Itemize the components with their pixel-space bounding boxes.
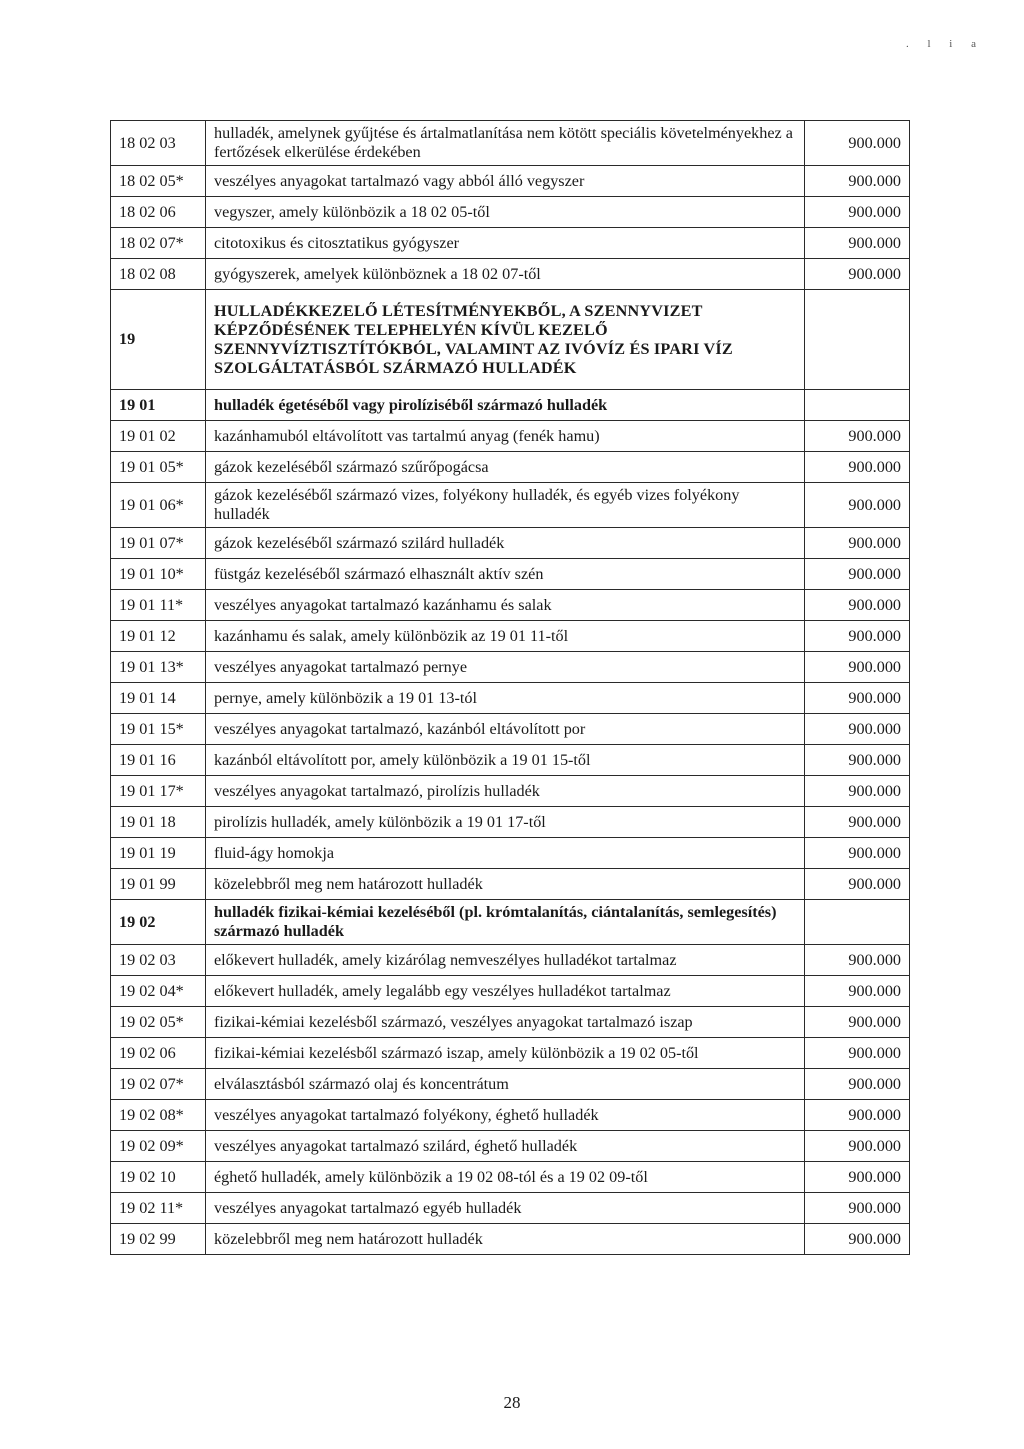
- table-row: [111, 121, 910, 166]
- fee-amount: 900.000: [805, 259, 910, 290]
- fee-amount: [805, 290, 910, 390]
- waste-description: veszélyes anyagokat tartalmazó, pirolízis hulladék: [206, 776, 805, 807]
- waste-description: kazánból eltávolított por, amely különbözik a 19 01 15-től: [206, 745, 805, 776]
- waste-code: 19 01 99: [111, 869, 206, 900]
- fee-amount: 900.000: [805, 1069, 910, 1100]
- waste-description: veszélyes anyagokat tartalmazó vagy abból álló vegyszer: [206, 166, 805, 197]
- subchapter-code: 19 01: [111, 390, 206, 421]
- table-row: [111, 1100, 910, 1131]
- subchapter-title: hulladék fizikai-kémiai kezeléséből (pl. krómtalanítás, ciántalanítás, semlegesítés) származó hulladék: [206, 900, 805, 945]
- fee-amount: 900.000: [805, 1224, 910, 1255]
- waste-description: pirolízis hulladék, amely különbözik a 19 01 17-től: [206, 807, 805, 838]
- waste-code: 19 01 16: [111, 745, 206, 776]
- table-row: [111, 528, 910, 559]
- fee-amount: [805, 390, 910, 421]
- waste-description: közelebbről meg nem határozott hulladék: [206, 869, 805, 900]
- waste-code: 19 01 10*: [111, 559, 206, 590]
- table-row: [111, 869, 910, 900]
- table-row: [111, 776, 910, 807]
- waste-description: gázok kezeléséből származó vizes, folyékony hulladék, és egyéb vizes folyékony hulladék: [206, 483, 805, 528]
- waste-code: 19 02 11*: [111, 1193, 206, 1224]
- table-row: [111, 714, 910, 745]
- fee-amount: 900.000: [805, 745, 910, 776]
- waste-code: 19 01 19: [111, 838, 206, 869]
- subchapter-code: 19 02: [111, 900, 206, 945]
- waste-code: 19 02 99: [111, 1224, 206, 1255]
- waste-description: veszélyes anyagokat tartalmazó pernye: [206, 652, 805, 683]
- waste-description: veszélyes anyagokat tartalmazó szilárd, éghető hulladék: [206, 1131, 805, 1162]
- waste-code: 19 01 15*: [111, 714, 206, 745]
- waste-code: 19 01 02: [111, 421, 206, 452]
- fee-amount: [805, 900, 910, 945]
- fee-amount: 900.000: [805, 528, 910, 559]
- table-row: [111, 421, 910, 452]
- waste-description: citotoxikus és citosztatikus gyógyszer: [206, 228, 805, 259]
- fee-amount: 900.000: [805, 166, 910, 197]
- waste-code: 19 01 11*: [111, 590, 206, 621]
- fee-amount: 900.000: [805, 590, 910, 621]
- fee-amount: 900.000: [805, 714, 910, 745]
- fee-amount: 900.000: [805, 1193, 910, 1224]
- waste-description: veszélyes anyagokat tartalmazó folyékony, éghető hulladék: [206, 1100, 805, 1131]
- waste-description: fizikai-kémiai kezelésből származó iszap, amely különbözik a 19 02 05-től: [206, 1038, 805, 1069]
- table-row: [111, 838, 910, 869]
- table-row: [111, 745, 910, 776]
- table-row: [111, 559, 910, 590]
- waste-code: 19 01 06*: [111, 483, 206, 528]
- table-row: [111, 259, 910, 290]
- fee-amount: 900.000: [805, 776, 910, 807]
- fee-amount: 900.000: [805, 1038, 910, 1069]
- table-row: [111, 683, 910, 714]
- waste-description: gázok kezeléséből származó szilárd hulladék: [206, 528, 805, 559]
- fee-amount: 900.000: [805, 838, 910, 869]
- section-row: [111, 900, 910, 945]
- fee-amount: 900.000: [805, 1007, 910, 1038]
- chapter-code: 19: [111, 290, 206, 390]
- fee-amount: 900.000: [805, 945, 910, 976]
- waste-description: hulladék, amelynek gyűjtése és ártalmatlanítása nem kötött speciális követelményekhez a fertőzések elkerülése érdekében: [206, 121, 805, 166]
- waste-description: gyógyszerek, amelyek különböznek a 18 02 07-től: [206, 259, 805, 290]
- table-row: [111, 197, 910, 228]
- waste-code: 19 01 17*: [111, 776, 206, 807]
- table-row: [111, 976, 910, 1007]
- page-number: 28: [503, 1393, 521, 1412]
- fee-amount: 900.000: [805, 683, 910, 714]
- fee-amount: 900.000: [805, 1162, 910, 1193]
- waste-description: veszélyes anyagokat tartalmazó, kazánból eltávolított por: [206, 714, 805, 745]
- waste-description: fizikai-kémiai kezelésből származó, veszélyes anyagokat tartalmazó iszap: [206, 1007, 805, 1038]
- fee-amount: 900.000: [805, 1131, 910, 1162]
- chapter-title: HULLADÉKKEZELŐ LÉTESÍTMÉNYEKBŐL, A SZENNYVIZET KÉPZŐDÉSÉNEK TELEPHELYÉN KÍVÜL KEZELŐ SZENNYVÍZTISZTÍTÓKBÓL, VALAMINT AZ IVÓVÍZ ÉS IPARI VÍZ SZOLGÁLTATÁSBÓL SZÁRMAZÓ HULLADÉK: [206, 290, 805, 390]
- table-row: [111, 1193, 910, 1224]
- waste-code: 19 02 04*: [111, 976, 206, 1007]
- fee-amount: 900.000: [805, 869, 910, 900]
- table-row: [111, 807, 910, 838]
- waste-code: 19 02 08*: [111, 1100, 206, 1131]
- table-row: [111, 652, 910, 683]
- waste-code: 19 01 14: [111, 683, 206, 714]
- waste-code: 18 02 05*: [111, 166, 206, 197]
- waste-code: 19 01 07*: [111, 528, 206, 559]
- table-row: [111, 1069, 910, 1100]
- waste-description: kazánhamu és salak, amely különbözik az 19 01 11-től: [206, 621, 805, 652]
- waste-code: 19 01 05*: [111, 452, 206, 483]
- waste-description: kazánhamuból eltávolított vas tartalmú anyag (fenék hamu): [206, 421, 805, 452]
- fee-amount: 900.000: [805, 1100, 910, 1131]
- section-row: [111, 390, 910, 421]
- waste-description: éghető hulladék, amely különbözik a 19 02 08-tól és a 19 02 09-től: [206, 1162, 805, 1193]
- waste-code: 19 01 13*: [111, 652, 206, 683]
- fee-amount: 900.000: [805, 121, 910, 166]
- scan-corner-marks: . l i a: [906, 38, 984, 50]
- fee-amount: 900.000: [805, 621, 910, 652]
- table-row: [111, 945, 910, 976]
- waste-code: 19 02 07*: [111, 1069, 206, 1100]
- waste-description: veszélyes anyagokat tartalmazó egyéb hulladék: [206, 1193, 805, 1224]
- table-row: [111, 166, 910, 197]
- waste-code-table: [110, 120, 910, 1255]
- waste-code: 19 02 03: [111, 945, 206, 976]
- fee-amount: 900.000: [805, 559, 910, 590]
- table-row: [111, 1038, 910, 1069]
- fee-amount: 900.000: [805, 976, 910, 1007]
- waste-code: 19 02 06: [111, 1038, 206, 1069]
- waste-description: elválasztásból származó olaj és koncentrátum: [206, 1069, 805, 1100]
- waste-code: 19 02 10: [111, 1162, 206, 1193]
- section-row: [111, 290, 910, 390]
- fee-amount: 900.000: [805, 452, 910, 483]
- waste-description: veszélyes anyagokat tartalmazó kazánhamu és salak: [206, 590, 805, 621]
- table-row: [111, 483, 910, 528]
- fee-amount: 900.000: [805, 652, 910, 683]
- fee-amount: 900.000: [805, 807, 910, 838]
- waste-description: előkevert hulladék, amely legalább egy veszélyes hulladékot tartalmaz: [206, 976, 805, 1007]
- waste-code: 18 02 03: [111, 121, 206, 166]
- waste-code: 18 02 07*: [111, 228, 206, 259]
- waste-code: 19 01 18: [111, 807, 206, 838]
- table-row: [111, 1224, 910, 1255]
- waste-description: fluid-ágy homokja: [206, 838, 805, 869]
- table-row: [111, 1007, 910, 1038]
- table-row: [111, 1162, 910, 1193]
- waste-description: előkevert hulladék, amely kizárólag nemveszélyes hulladékot tartalmaz: [206, 945, 805, 976]
- waste-description: gázok kezeléséből származó szűrőpogácsa: [206, 452, 805, 483]
- subchapter-title: hulladék égetéséből vagy pirolíziséből származó hulladék: [206, 390, 805, 421]
- waste-description: vegyszer, amely különbözik a 18 02 05-től: [206, 197, 805, 228]
- table-row: [111, 452, 910, 483]
- waste-code: 19 02 09*: [111, 1131, 206, 1162]
- fee-amount: 900.000: [805, 483, 910, 528]
- fee-amount: 900.000: [805, 421, 910, 452]
- waste-description: pernye, amely különbözik a 19 01 13-tól: [206, 683, 805, 714]
- waste-code: 18 02 08: [111, 259, 206, 290]
- waste-code: 19 01 12: [111, 621, 206, 652]
- table-row: [111, 590, 910, 621]
- fee-amount: 900.000: [805, 197, 910, 228]
- table-row: [111, 228, 910, 259]
- waste-code: 19 02 05*: [111, 1007, 206, 1038]
- fee-amount: 900.000: [805, 228, 910, 259]
- waste-description: füstgáz kezeléséből származó elhasznált aktív szén: [206, 559, 805, 590]
- waste-description: közelebbről meg nem határozott hulladék: [206, 1224, 805, 1255]
- table-row: [111, 621, 910, 652]
- waste-code: 18 02 06: [111, 197, 206, 228]
- table-row: [111, 1131, 910, 1162]
